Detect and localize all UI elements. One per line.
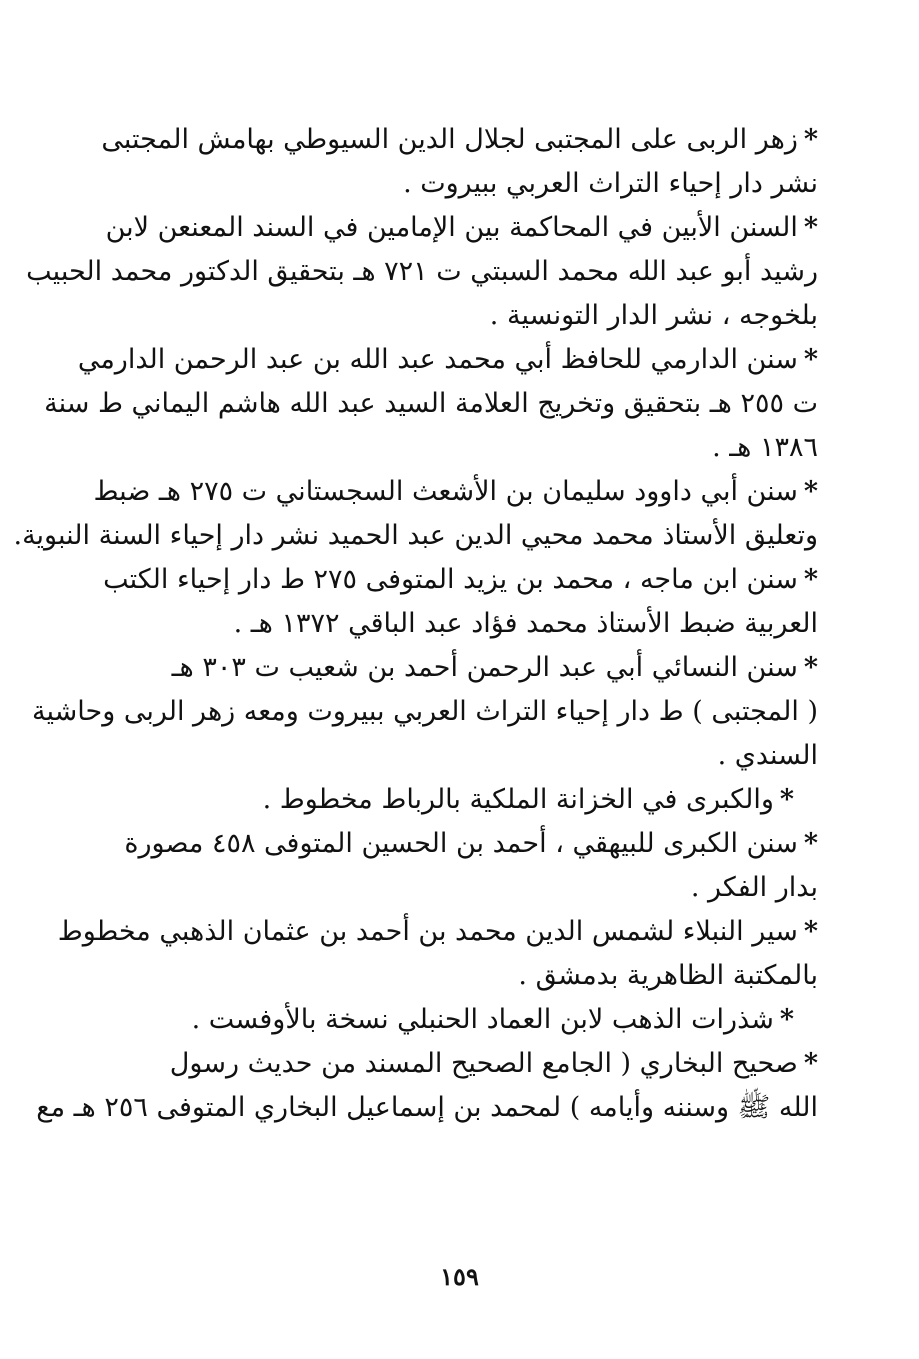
bibliography-list	[13, 118, 818, 1130]
entry-line	[104, 998, 794, 1042]
entry-line	[104, 558, 818, 602]
entry-line	[104, 778, 794, 822]
entry-line: رشيد أبو عبد الله محمد السبتي ت ٧٢١ هـ بتحقيق الدكتور محمد الحبيب	[26, 256, 818, 287]
entry-line	[57, 910, 818, 954]
bibliography-entry-9	[57, 910, 818, 998]
entry-text: والكبرى في الخزانة الملكية بالرباط مخطوط .	[262, 784, 774, 815]
asterisk-icon: *	[803, 344, 818, 375]
entry-line: ( المجتبى ) ط دار إحياء التراث العربي ببيروت ومعه زهر الربى وحاشية	[32, 696, 818, 727]
entry-text: صحيح البخاري ( الجامع الصحيح المسند من حديث رسول	[169, 1048, 798, 1079]
bibliography-entry-3	[44, 338, 818, 470]
entry-text: سنن الدارمي للحافظ أبي محمد عبد الله بن عبد الرحمن الدارمي	[77, 344, 798, 375]
bibliography-entry-2	[26, 206, 818, 338]
entry-line	[93, 470, 818, 514]
bibliography-entry-6	[32, 646, 818, 778]
asterisk-icon: *	[779, 784, 794, 815]
entry-line: العربية ضبط الأستاذ محمد فؤاد عبد الباقي ١٣٧٢ هـ .	[233, 608, 818, 639]
entry-line: ١٣٨٦ هـ .	[712, 432, 818, 463]
entry-line: بالمكتبة الظاهرية بدمشق .	[518, 960, 818, 991]
entry-line: الله ﷺ وسننه وأيامه ) لمحمد بن إسماعيل البخاري المتوفى ٢٥٦ هـ مع	[36, 1092, 818, 1123]
asterisk-icon: *	[803, 564, 818, 595]
asterisk-icon: *	[803, 212, 818, 243]
entry-line: وتعليق الأستاذ محمد محيي الدين عبد الحميد نشر دار إحياء السنة النبوية.	[13, 520, 818, 551]
asterisk-icon: *	[803, 124, 818, 155]
asterisk-icon: *	[803, 916, 818, 947]
entry-line	[104, 822, 818, 866]
asterisk-icon: *	[803, 1048, 818, 1079]
entry-line	[104, 206, 818, 250]
bibliography-entry-1	[101, 118, 818, 206]
entry-text: شذرات الذهب لابن العماد الحنبلي نسخة بالأوفست .	[191, 1004, 774, 1035]
page-number: ١٥٩	[440, 1262, 479, 1291]
bibliography-entry-7	[104, 778, 818, 822]
asterisk-icon: *	[803, 476, 818, 507]
entry-line	[104, 1042, 818, 1086]
entry-line: بدار الفكر .	[690, 872, 818, 903]
entry-line	[101, 118, 818, 162]
asterisk-icon: *	[803, 652, 818, 683]
entry-line	[77, 338, 818, 382]
bibliography-entry-10	[104, 998, 818, 1042]
entry-line	[104, 646, 818, 690]
entry-line: بلخوجه ، نشر الدار التونسية .	[489, 300, 818, 331]
entry-text: سنن النسائي أبي عبد الرحمن أحمد بن شعيب ت ٣٠٣ هـ	[171, 652, 798, 683]
entry-text: سنن أبي داوود سليمان بن الأشعث السجستاني ت ٢٧٥ هـ ضبط	[93, 476, 798, 507]
entry-line: ت ٢٥٥ هـ بتحقيق وتخريج العلامة السيد عبد الله هاشم اليماني ط سنة	[44, 388, 818, 419]
bibliography-entry-5	[104, 558, 818, 646]
bibliography-entry-4	[13, 470, 818, 558]
entry-text: سير النبلاء لشمس الدين محمد بن أحمد بن عثمان الذهبي مخطوط	[57, 916, 798, 947]
entry-text: زهر الربى على المجتبى لجلال الدين السيوطي بهامش المجتبى	[101, 124, 798, 155]
bibliography-entry-11	[36, 1042, 818, 1130]
asterisk-icon: *	[779, 1004, 794, 1035]
asterisk-icon: *	[803, 828, 818, 859]
entry-text: السنن الأبين في المحاكمة بين الإمامين في السند المعنعن لابن	[105, 212, 798, 243]
entry-line: نشر دار إحياء التراث العربي ببيروت .	[403, 168, 818, 199]
entry-text: سنن الكبرى للبيهقي ، أحمد بن الحسين المتوفى ٤٥٨ مصورة	[124, 828, 798, 859]
bibliography-entry-8	[104, 822, 818, 910]
entry-line: السندي .	[717, 740, 818, 771]
entry-text: سنن ابن ماجه ، محمد بن يزيد المتوفى ٢٧٥ ط دار إحياء الكتب	[103, 564, 798, 595]
